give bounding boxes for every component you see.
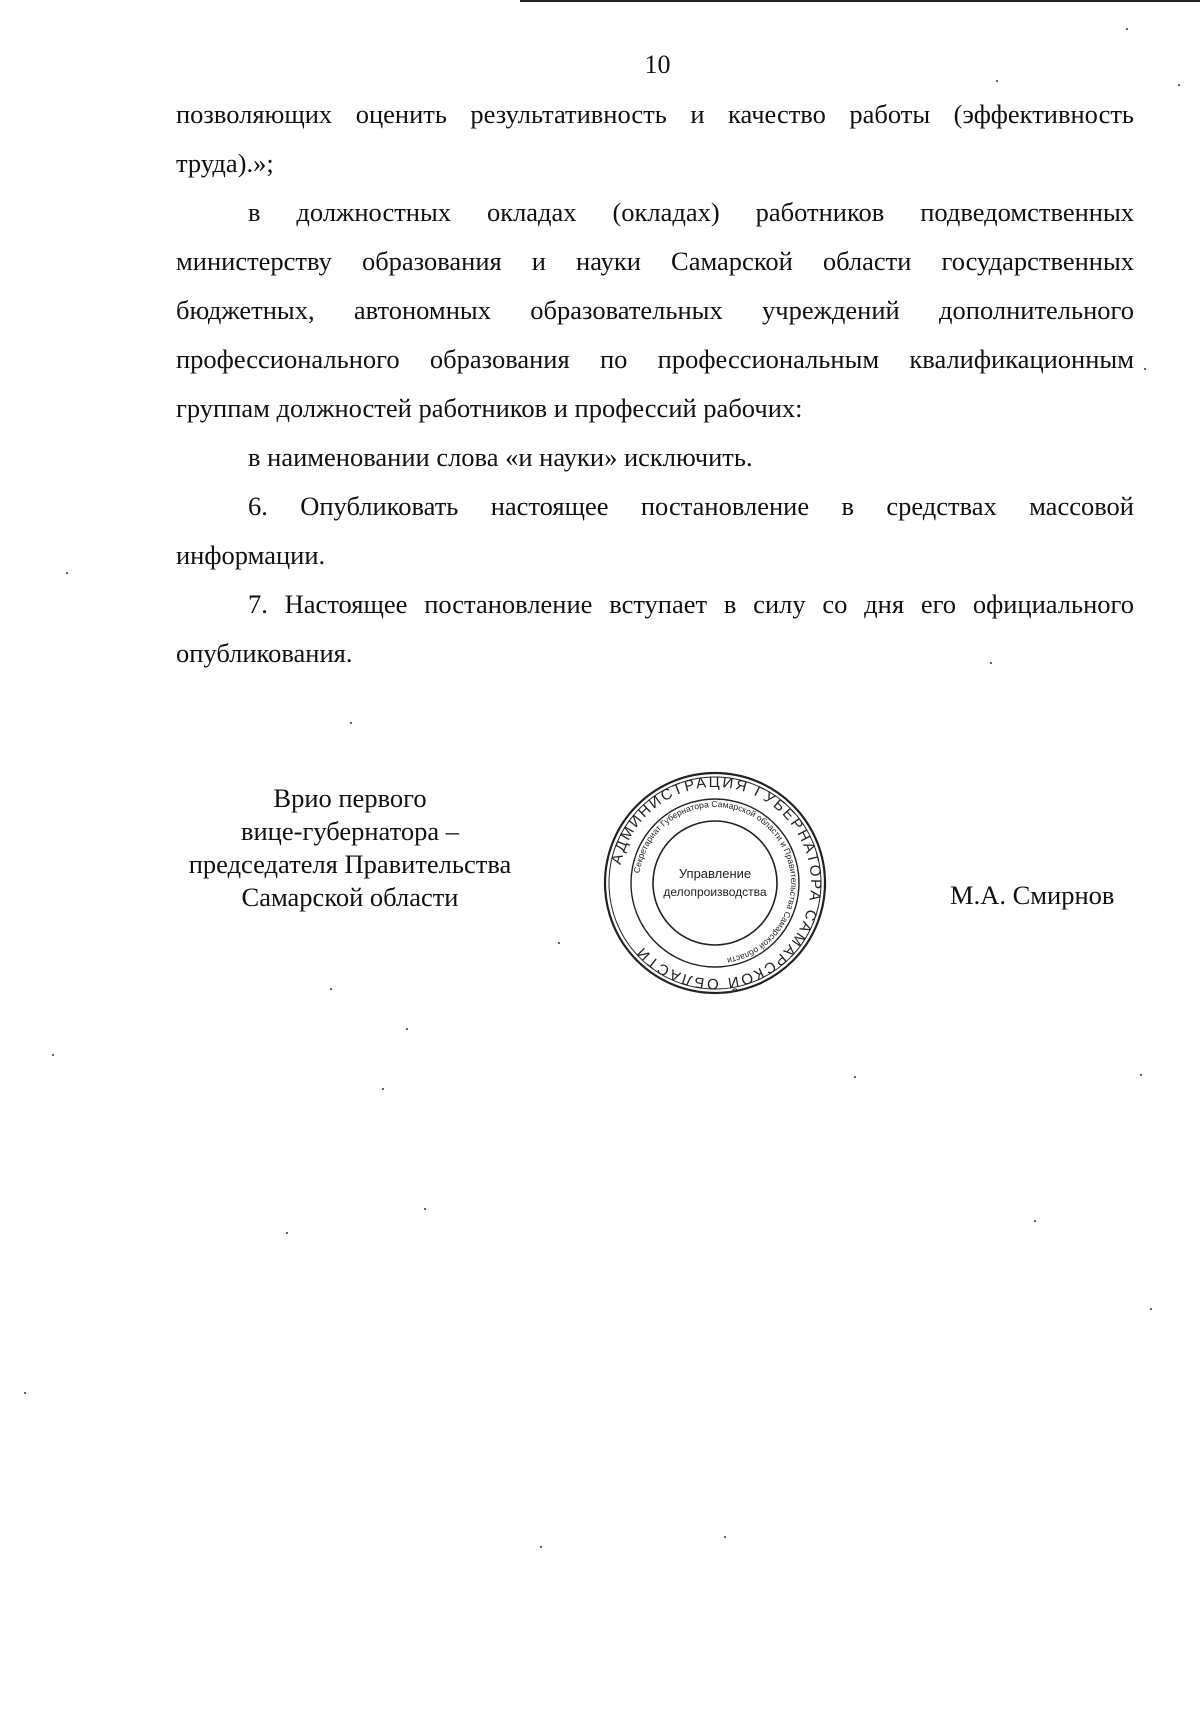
scan-speck bbox=[286, 1232, 288, 1234]
seal-outer-text: АДМИНИСТРАЦИЯ ГУБЕРНАТОРА САМАРСКОЙ ОБЛАСТИ bbox=[607, 773, 825, 993]
scan-speck bbox=[724, 1536, 726, 1538]
paragraph-continuation: позволяющих оценить результативность и качество работы (эффективность труда).»; bbox=[176, 99, 1134, 178]
scan-speck bbox=[1150, 1308, 1152, 1310]
paragraph-salary-clause: в должностных окладах (окладах) работников подведомственных министерству образования и науки Самарской области государственных бюджетных, автономных образовательных учреждений дополнительного профессионального образования по профессиональным квалификационным группам должностей работников и профессий рабочих: bbox=[176, 197, 1134, 423]
signatory-title-line: Врио первого bbox=[273, 783, 427, 813]
scan-speck bbox=[424, 1208, 426, 1210]
paragraph-exclusion: в наименовании слова «и науки» исключить. bbox=[248, 442, 753, 472]
scan-speck bbox=[1178, 84, 1180, 86]
official-seal bbox=[600, 768, 830, 998]
scan-speck bbox=[854, 1076, 856, 1078]
scan-speck bbox=[990, 662, 992, 664]
paragraph-item-7: 7. Настоящее постановление вступает в силу со дня его официального опубликования. bbox=[176, 589, 1134, 668]
signatory-title-line: Самарской области bbox=[241, 882, 459, 912]
seal-inner-text: Секретариат Губернатора Самарской области и Правительства Самарской области bbox=[631, 798, 800, 966]
scan-speck bbox=[540, 1546, 542, 1548]
scan-speck bbox=[558, 942, 560, 944]
scan-speck bbox=[1140, 1074, 1142, 1076]
page-number: 10 bbox=[644, 50, 671, 79]
scan-speck bbox=[24, 1392, 26, 1394]
scan-speck bbox=[1144, 368, 1146, 370]
scan-speck bbox=[66, 572, 68, 574]
signatory-name: М.А. Смирнов bbox=[950, 880, 1115, 910]
seal-center-line-1: Управление bbox=[678, 866, 752, 881]
signatory-title bbox=[150, 782, 550, 914]
seal-center-line-2: делопроизводства bbox=[663, 885, 767, 899]
scan-speck bbox=[406, 1028, 408, 1030]
scan-speck bbox=[382, 1088, 384, 1090]
scan-speck bbox=[996, 80, 998, 82]
top-border-line bbox=[520, 0, 1200, 2]
signatory-title-line: председателя Правительства bbox=[188, 849, 512, 879]
scan-speck bbox=[1126, 28, 1128, 30]
signatory-title-line: вице-губернатора – bbox=[240, 816, 459, 846]
scan-speck bbox=[330, 988, 332, 990]
scan-speck bbox=[350, 722, 352, 724]
scan-speck bbox=[52, 1054, 54, 1056]
document-body bbox=[176, 90, 1134, 678]
paragraph-item-6: 6. Опубликовать настоящее постановление в средствах массовой информации. bbox=[176, 491, 1134, 570]
seal-inner-ring bbox=[653, 821, 777, 945]
scan-speck bbox=[1034, 1220, 1036, 1222]
